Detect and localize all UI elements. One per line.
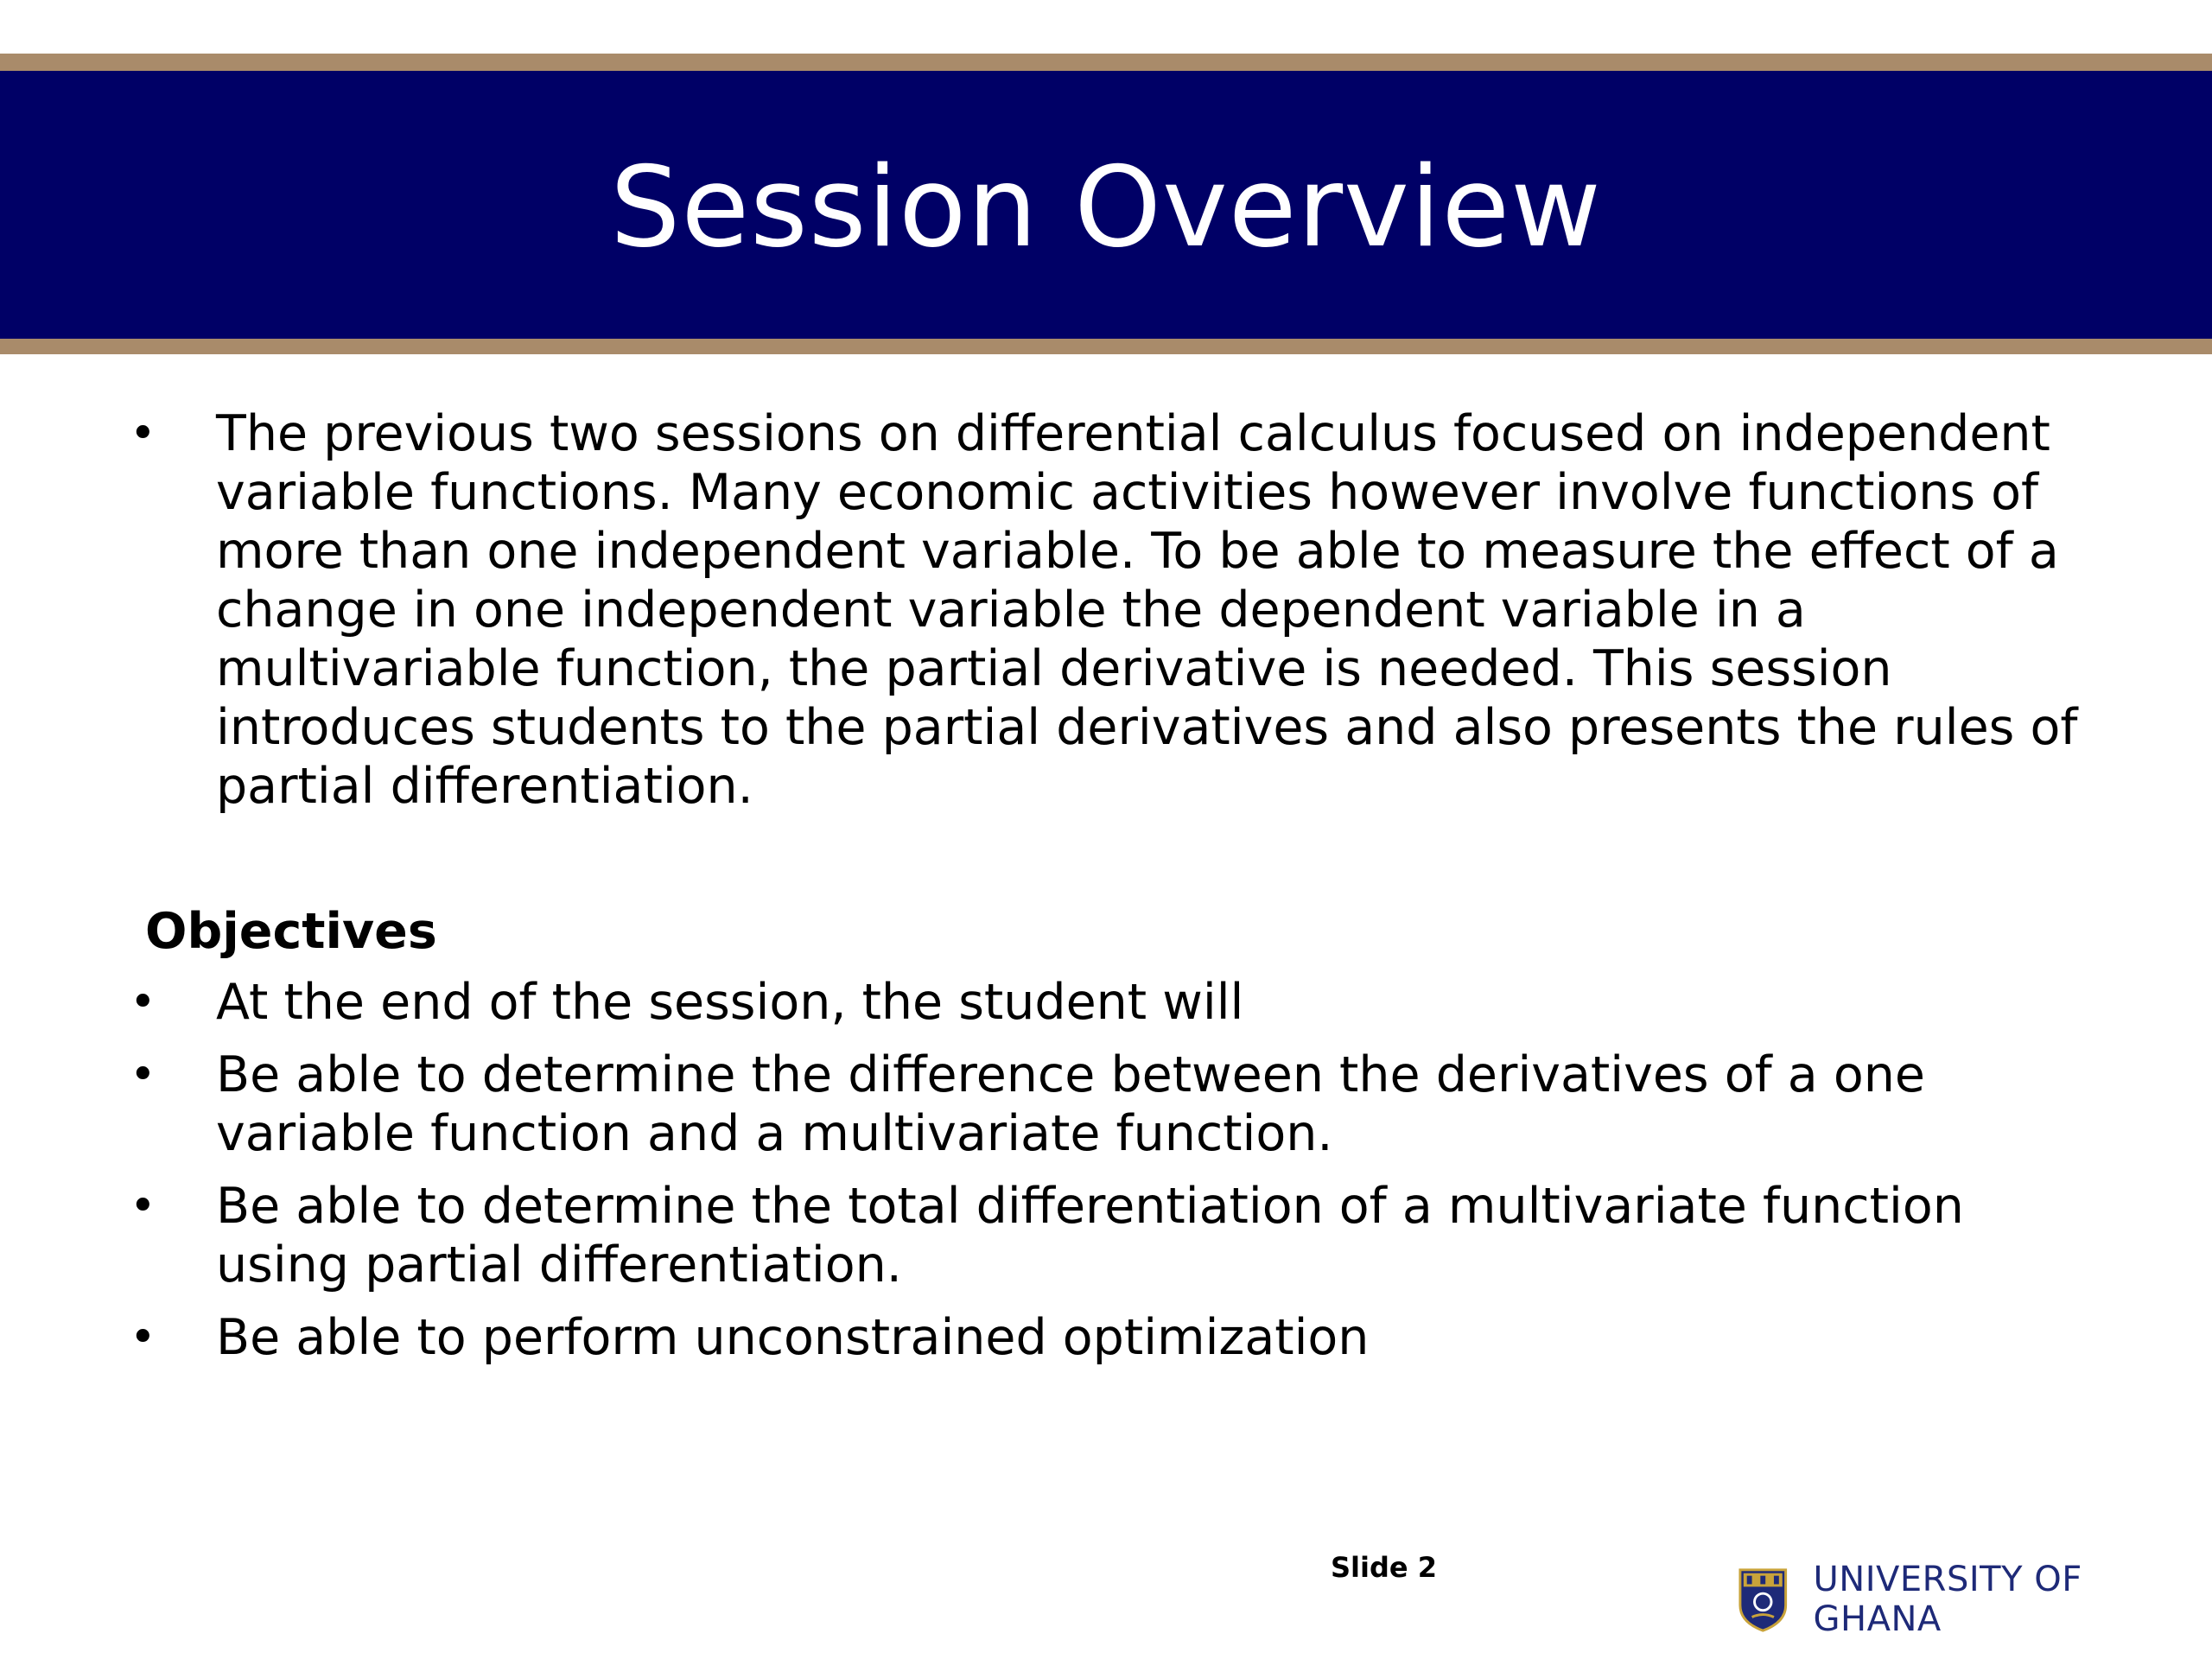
- objective-text: Be able to determine the difference between the derivatives of a one variable function and a multivariate function.: [216, 1046, 1925, 1162]
- bullet-icon: •: [130, 408, 156, 460]
- objective-item: [130, 1177, 2100, 1294]
- university-name: UNIVERSITY OF GHANA: [1813, 1560, 2082, 1639]
- bullet-icon: •: [130, 1180, 156, 1232]
- bullet-icon: •: [130, 1049, 156, 1101]
- header-top-rule: [0, 54, 2212, 71]
- intro-paragraph: [130, 404, 2100, 816]
- page-title: Session Overview: [610, 143, 1602, 272]
- intro-text: The previous two sessions on differential calculus focused on independent variable functions. Many economic activities however involve functions of more than one independent variable. To be able to measure the effect of a change in one independent variable the dependent variable in a multivariable function, the partial derivative is needed. This session introduces students to the partial derivatives and also presents the rules of partial differentiation.: [216, 405, 2078, 815]
- bullet-icon: •: [130, 976, 156, 1028]
- bullet-icon: •: [130, 1312, 156, 1363]
- objective-item: [130, 1308, 2100, 1367]
- objective-item: [130, 973, 2100, 1032]
- objective-text: Be able to determine the total differentiation of a multivariate function using partial differentiation.: [216, 1178, 1964, 1294]
- title-banner: [0, 71, 2212, 339]
- slide-body: [130, 404, 2100, 1381]
- objective-text: Be able to perform unconstrained optimization: [216, 1309, 1370, 1366]
- university-logo: [1737, 1560, 2212, 1639]
- objective-item: [130, 1046, 2100, 1163]
- university-crest-icon: [1737, 1566, 1789, 1633]
- slide-number: Slide 2: [1331, 1551, 1437, 1584]
- objectives-heading: Objectives: [145, 903, 437, 960]
- objective-text: At the end of the session, the student will: [216, 974, 1244, 1031]
- header-bottom-rule: [0, 339, 2212, 354]
